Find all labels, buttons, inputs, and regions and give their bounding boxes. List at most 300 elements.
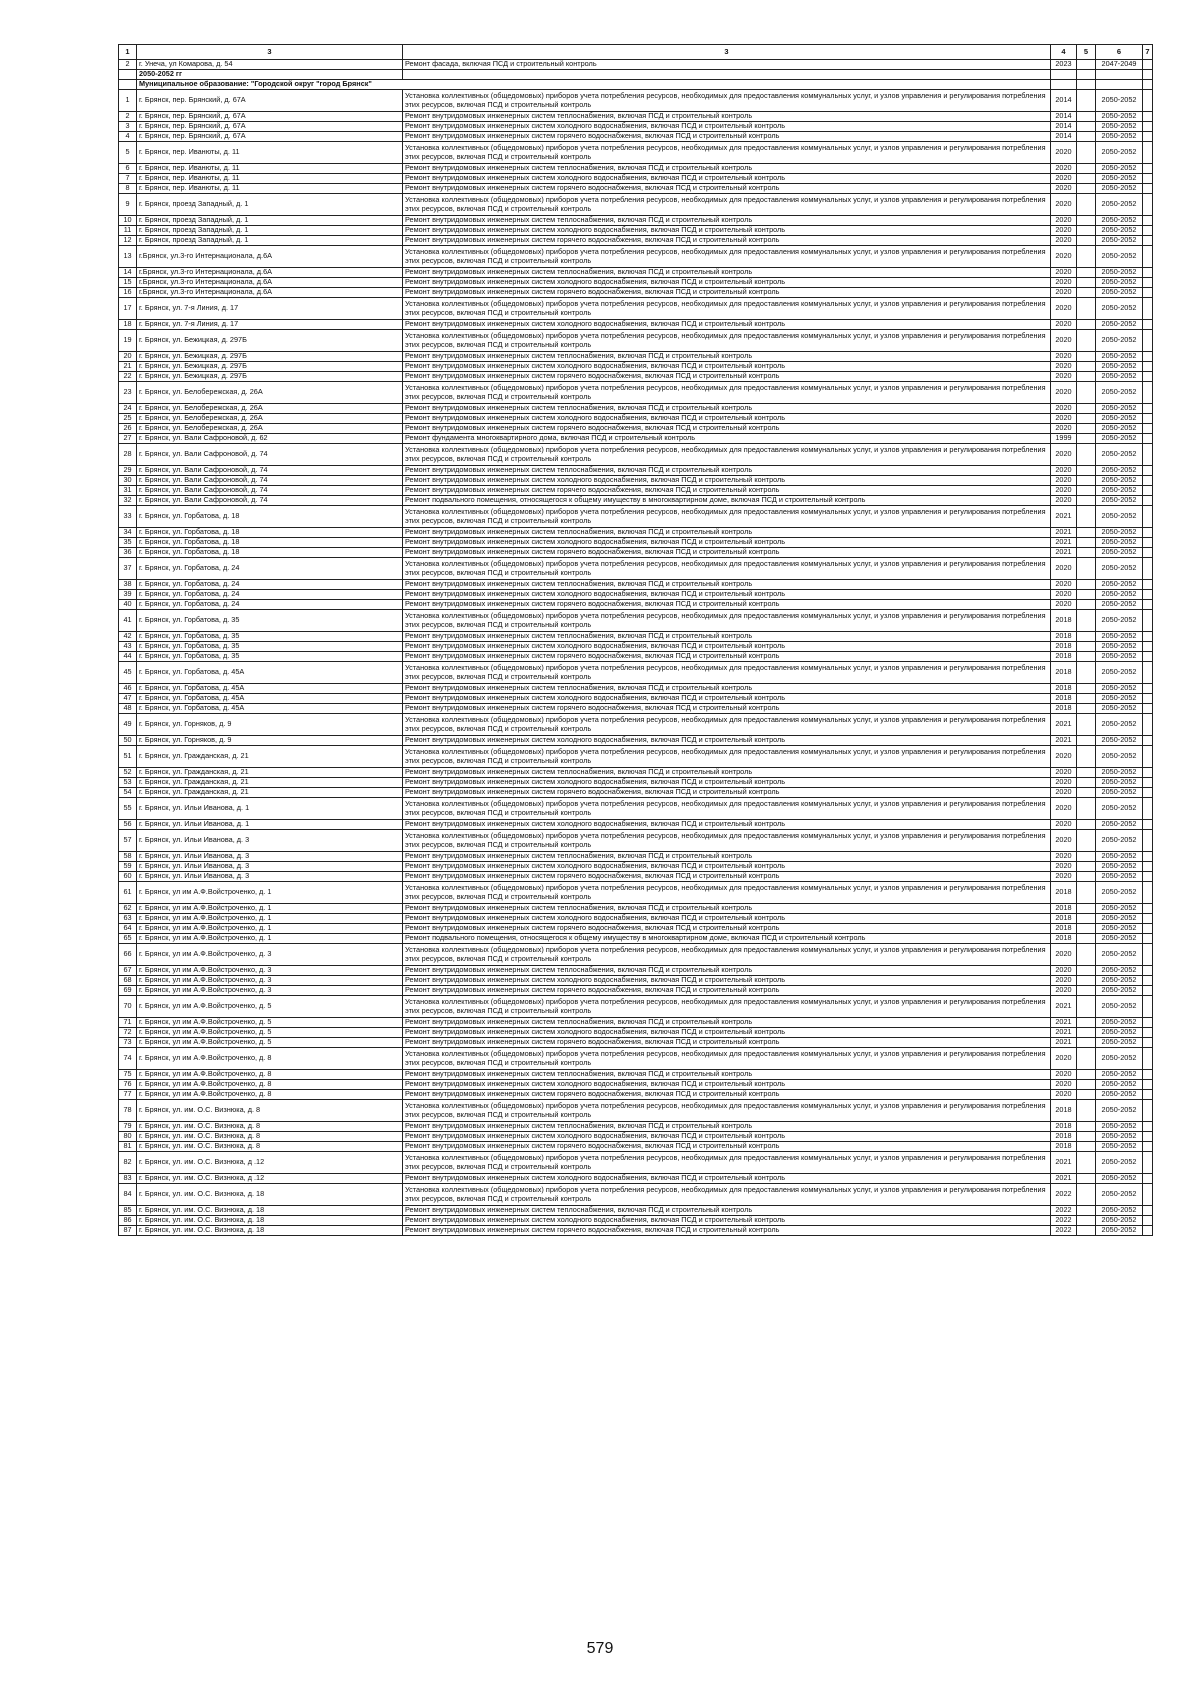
row-number: 41 (119, 610, 137, 632)
row-col5 (1077, 996, 1096, 1018)
row-col7 (1143, 90, 1153, 112)
row-work-type: Ремонт внутридомовых инженерных систем теплоснабжения, включая ПСД и строительный контроль (403, 904, 1051, 914)
row-number: 76 (119, 1080, 137, 1090)
row-period: 2050-2052 (1096, 820, 1143, 830)
row-work-type: Ремонт подвального помещения, относящегося к общему имуществу в многоквартирном доме, включая ПСД и строительный контроль (403, 496, 1051, 506)
row-col5 (1077, 986, 1096, 996)
row-year: 2014 (1051, 132, 1077, 142)
row-work-type: Ремонт внутридомовых инженерных систем горячего водоснабжения, включая ПСД и строительный контроль (403, 704, 1051, 714)
row-col7 (1143, 662, 1153, 684)
row-number: 47 (119, 694, 137, 704)
row-year: 2020 (1051, 226, 1077, 236)
table-row (119, 528, 1153, 538)
row-col7 (1143, 330, 1153, 352)
row-number: 62 (119, 904, 137, 914)
row-period: 2050-2052 (1096, 372, 1143, 382)
row-year: 2020 (1051, 778, 1077, 788)
row-col7 (1143, 1070, 1153, 1080)
row-address: г. Брянск, ул им А.Ф.Войстроченко, д. 1 (137, 924, 403, 934)
row-col7 (1143, 362, 1153, 372)
row-period: 2050-2052 (1096, 288, 1143, 298)
row-number: 65 (119, 934, 137, 944)
row-year: 2018 (1051, 924, 1077, 934)
row-col5 (1077, 830, 1096, 852)
row-col5 (1077, 872, 1096, 882)
row-year: 2020 (1051, 352, 1077, 362)
row-year: 2020 (1051, 1048, 1077, 1070)
row-col5 (1077, 506, 1096, 528)
row-number: 4 (119, 132, 137, 142)
row-period: 2050-2052 (1096, 1090, 1143, 1100)
row-col5 (1077, 90, 1096, 112)
row-col5 (1077, 862, 1096, 872)
header-col-1: 1 (119, 45, 137, 60)
table-row (119, 1100, 1153, 1122)
row-number: 31 (119, 486, 137, 496)
row-col5 (1077, 1184, 1096, 1206)
row-work-type: Ремонт внутридомовых инженерных систем горячего водоснабжения, включая ПСД и строительный контроль (403, 236, 1051, 246)
row-address: г. Брянск, пер. Иванюты, д. 11 (137, 174, 403, 184)
row-col7 (1143, 122, 1153, 132)
row-number: 29 (119, 466, 137, 476)
table-row (119, 1174, 1153, 1184)
table-row (119, 164, 1153, 174)
row-period: 2050-2052 (1096, 226, 1143, 236)
row-work-type: Ремонт внутридомовых инженерных систем теплоснабжения, включая ПСД и строительный контроль (403, 852, 1051, 862)
row-work-type: Ремонт внутридомовых инженерных систем горячего водоснабжения, включая ПСД и строительный контроль (403, 1226, 1051, 1236)
row-year: 2018 (1051, 694, 1077, 704)
row-work-type: Ремонт внутридомовых инженерных систем горячего водоснабжения, включая ПСД и строительный контроль (403, 1142, 1051, 1152)
row-address: г. Брянск, ул. Горбатова, д. 45А (137, 684, 403, 694)
row-col7 (1143, 444, 1153, 466)
row-year: 2018 (1051, 1122, 1077, 1132)
row-col7 (1143, 986, 1153, 996)
row-year: 2021 (1051, 1018, 1077, 1028)
table-row (119, 1206, 1153, 1216)
row-address: г. Брянск, ул. Вали Сафроновой, д. 62 (137, 434, 403, 444)
row-period: 2050-2052 (1096, 246, 1143, 268)
row-address: г. Брянск, ул. Горбатова, д. 35 (137, 642, 403, 652)
row-period: 2050-2052 (1096, 362, 1143, 372)
row-number: 84 (119, 1184, 137, 1206)
row-col7 (1143, 60, 1153, 70)
row-number: 15 (119, 278, 137, 288)
row-address: г. Брянск, ул им А.Ф.Войстроченко, д. 3 (137, 966, 403, 976)
table-row (119, 476, 1153, 486)
row-col5 (1077, 414, 1096, 424)
row-address: г. Брянск, пер. Брянский, д. 67А (137, 112, 403, 122)
row-period: 2050-2052 (1096, 580, 1143, 590)
table-row (119, 662, 1153, 684)
row-year: 2020 (1051, 986, 1077, 996)
table-row (119, 642, 1153, 652)
header-col-6: 6 (1096, 45, 1143, 60)
table-row (119, 1184, 1153, 1206)
row-number: 75 (119, 1070, 137, 1080)
row-address: г. Брянск, ул. Гражданская, д. 21 (137, 768, 403, 778)
row-number: 9 (119, 194, 137, 216)
row-period: 2050-2052 (1096, 1174, 1143, 1184)
row-number: 11 (119, 226, 137, 236)
row-year: 2018 (1051, 652, 1077, 662)
row-work-type: Ремонт внутридомовых инженерных систем горячего водоснабжения, включая ПСД и строительный контроль (403, 372, 1051, 382)
row-col5 (1077, 548, 1096, 558)
row-year: 2018 (1051, 882, 1077, 904)
row-period: 2050-2052 (1096, 278, 1143, 288)
row-period: 2050-2052 (1096, 986, 1143, 996)
row-year: 2020 (1051, 558, 1077, 580)
row-work-type: Установка коллективных (общедомовых) приборов учета потребления ресурсов, необходимых для предоставления коммунальных услуг, и узлов управления и регулирования потребления этих ресурсов, включая ПСД и строительный контроль (403, 382, 1051, 404)
row-year: 2020 (1051, 372, 1077, 382)
row-address: г. Брянск, ул. Ильи Иванова, д. 1 (137, 798, 403, 820)
row-address: г. Брянск, ул. им. О.С. Визнюка, д. 8 (137, 1132, 403, 1142)
table-row (119, 580, 1153, 590)
row-number: 54 (119, 788, 137, 798)
row-year: 2021 (1051, 548, 1077, 558)
row-col5 (1077, 1132, 1096, 1142)
row-number: 83 (119, 1174, 137, 1184)
row-work-type: Ремонт внутридомовых инженерных систем холодного водоснабжения, включая ПСД и строительный контроль (403, 1216, 1051, 1226)
row-address: г. Брянск, ул. им. О.С. Визнюка, д. 8 (137, 1122, 403, 1132)
row-address: г. Брянск, проезд Западный, д. 1 (137, 194, 403, 216)
row-col5 (1077, 226, 1096, 236)
row-period: 2050-2052 (1096, 1080, 1143, 1090)
row-number: 28 (119, 444, 137, 466)
row-work-type: Ремонт фундамента многоквартирного дома, включая ПСД и строительный контроль (403, 434, 1051, 444)
row-number: 7 (119, 174, 137, 184)
row-col5 (1077, 788, 1096, 798)
row-year: 2020 (1051, 184, 1077, 194)
row-year: 2020 (1051, 496, 1077, 506)
row-address: г. Брянск, ул. Горбатова, д. 35 (137, 652, 403, 662)
row-work-type: Ремонт внутридомовых инженерных систем теплоснабжения, включая ПСД и строительный контроль (403, 268, 1051, 278)
row-year: 2020 (1051, 194, 1077, 216)
row-col5 (1077, 1018, 1096, 1028)
row-period: 2050-2052 (1096, 184, 1143, 194)
row-col5 (1077, 934, 1096, 944)
row-work-type: Установка коллективных (общедомовых) приборов учета потребления ресурсов, необходимых для предоставления коммунальных услуг, и узлов управления и регулирования потребления этих ресурсов, включая ПСД и строительный контроль (403, 1048, 1051, 1070)
row-year: 2020 (1051, 236, 1077, 246)
row-col7 (1143, 768, 1153, 778)
row-work-type: Ремонт внутридомовых инженерных систем теплоснабжения, включая ПСД и строительный контроль (403, 632, 1051, 642)
row-work-type: Установка коллективных (общедомовых) приборов учета потребления ресурсов, необходимых для предоставления коммунальных услуг, и узлов управления и регулирования потребления этих ресурсов, включая ПСД и строительный контроль (403, 746, 1051, 768)
row-period: 2050-2052 (1096, 414, 1143, 424)
row-period: 2050-2052 (1096, 1216, 1143, 1226)
row-work-type: Ремонт внутридомовых инженерных систем горячего водоснабжения, включая ПСД и строительный контроль (403, 548, 1051, 558)
row-period: 2050-2052 (1096, 424, 1143, 434)
table-row (119, 1018, 1153, 1028)
table-row (119, 996, 1153, 1018)
row-col7 (1143, 1132, 1153, 1142)
row-col5 (1077, 278, 1096, 288)
row-col7 (1143, 164, 1153, 174)
table-row (119, 496, 1153, 506)
row-col7 (1143, 538, 1153, 548)
row-period: 2050-2052 (1096, 1028, 1143, 1038)
table-row (119, 976, 1153, 986)
row-col5 (1077, 466, 1096, 476)
row-work-type: Ремонт внутридомовых инженерных систем холодного водоснабжения, включая ПСД и строительный контроль (403, 122, 1051, 132)
row-year: 2020 (1051, 298, 1077, 320)
row-number: 16 (119, 288, 137, 298)
row-address: г. Брянск, ул им А.Ф.Войстроченко, д. 8 (137, 1080, 403, 1090)
row-col5 (1077, 1048, 1096, 1070)
row-col5 (1077, 694, 1096, 704)
table-row (119, 184, 1153, 194)
row-col5 (1077, 1122, 1096, 1132)
row-col5 (1077, 112, 1096, 122)
row-work-type: Установка коллективных (общедомовых) приборов учета потребления ресурсов, необходимых для предоставления коммунальных услуг, и узлов управления и регулирования потребления этих ресурсов, включая ПСД и строительный контроль (403, 798, 1051, 820)
row-year: 2020 (1051, 820, 1077, 830)
row-address: г. Брянск, ул. Ильи Иванова, д. 3 (137, 862, 403, 872)
section-municipality-row (119, 80, 1153, 90)
table-row (119, 174, 1153, 184)
row-col7 (1143, 882, 1153, 904)
row-period: 2050-2052 (1096, 112, 1143, 122)
row-work-type: Ремонт внутридомовых инженерных систем холодного водоснабжения, включая ПСД и строительный контроль (403, 778, 1051, 788)
row-address: г. Брянск, пер. Иванюты, д. 11 (137, 184, 403, 194)
row-year: 2021 (1051, 996, 1077, 1018)
row-number: 87 (119, 1226, 137, 1236)
row-address: г. Брянск, ул. им. О.С. Визнюка, д. 8 (137, 1100, 403, 1122)
row-number: 14 (119, 268, 137, 278)
row-year: 2020 (1051, 174, 1077, 184)
row-col7 (1143, 1152, 1153, 1174)
row-address: г. Брянск, проезд Западный, д. 1 (137, 226, 403, 236)
table-row (119, 320, 1153, 330)
row-year: 2020 (1051, 1080, 1077, 1090)
row-number: 33 (119, 506, 137, 528)
row-year: 2020 (1051, 216, 1077, 226)
row-period: 2050-2052 (1096, 914, 1143, 924)
table-row (119, 122, 1153, 132)
row-number: 59 (119, 862, 137, 872)
row-address: г. Брянск, ул. Горняков, д. 9 (137, 736, 403, 746)
row-year: 2020 (1051, 476, 1077, 486)
row-period: 2050-2052 (1096, 466, 1143, 476)
row-col5 (1077, 1080, 1096, 1090)
table-row (119, 600, 1153, 610)
row-col5 (1077, 298, 1096, 320)
row-year: 1999 (1051, 434, 1077, 444)
row-work-type: Ремонт внутридомовых инженерных систем теплоснабжения, включая ПСД и строительный контроль (403, 404, 1051, 414)
row-period: 2050-2052 (1096, 904, 1143, 914)
row-address: г. Брянск, ул им А.Ф.Войстроченко, д. 5 (137, 1018, 403, 1028)
row-address: г. Брянск, ул им А.Ф.Войстроченко, д. 3 (137, 986, 403, 996)
table-row (119, 714, 1153, 736)
row-year: 2021 (1051, 528, 1077, 538)
table-row (119, 382, 1153, 404)
table-row (119, 236, 1153, 246)
table-row (119, 352, 1153, 362)
row-number: 67 (119, 966, 137, 976)
row-col7 (1143, 934, 1153, 944)
row-number: 79 (119, 1122, 137, 1132)
row-col5 (1077, 60, 1096, 70)
row-period: 2050-2052 (1096, 486, 1143, 496)
row-work-type: Ремонт внутридомовых инженерных систем горячего водоснабжения, включая ПСД и строительный контроль (403, 600, 1051, 610)
row-address: г. Брянск, ул. Бежицкая, д. 297Б (137, 372, 403, 382)
row-col5 (1077, 434, 1096, 444)
row-number: 13 (119, 246, 137, 268)
row-year: 2020 (1051, 1070, 1077, 1080)
row-period: 2050-2052 (1096, 528, 1143, 538)
row-year: 2018 (1051, 1142, 1077, 1152)
row-year: 2018 (1051, 610, 1077, 632)
row-col7 (1143, 820, 1153, 830)
row-year: 2020 (1051, 320, 1077, 330)
row-number: 18 (119, 320, 137, 330)
row-address: г. Брянск, ул им А.Ф.Войстроченко, д. 1 (137, 882, 403, 904)
row-col5 (1077, 590, 1096, 600)
row-number: 80 (119, 1132, 137, 1142)
row-number: 2 (119, 112, 137, 122)
row-period: 2050-2052 (1096, 298, 1143, 320)
table-row (119, 704, 1153, 714)
table-row (119, 268, 1153, 278)
row-address: г. Брянск, ул. 7-я Линия, д. 17 (137, 298, 403, 320)
row-number: 27 (119, 434, 137, 444)
row-col7 (1143, 872, 1153, 882)
row-period: 2050-2052 (1096, 632, 1143, 642)
row-col7 (1143, 434, 1153, 444)
row-number: 56 (119, 820, 137, 830)
row-period: 2050-2052 (1096, 1018, 1143, 1028)
row-number: 60 (119, 872, 137, 882)
row-period: 2050-2052 (1096, 194, 1143, 216)
row-col5 (1077, 382, 1096, 404)
row-work-type: Ремонт внутридомовых инженерных систем холодного водоснабжения, включая ПСД и строительный контроль (403, 642, 1051, 652)
row-col7 (1143, 1226, 1153, 1236)
row-work-type: Ремонт внутридомовых инженерных систем теплоснабжения, включая ПСД и строительный контроль (403, 684, 1051, 694)
row-col7 (1143, 580, 1153, 590)
row-year: 2018 (1051, 684, 1077, 694)
row-col5 (1077, 976, 1096, 986)
row-col7 (1143, 1018, 1153, 1028)
table-row (119, 934, 1153, 944)
row-work-type: Ремонт внутридомовых инженерных систем горячего водоснабжения, включая ПСД и строительный контроль (403, 424, 1051, 434)
row-col7 (1143, 904, 1153, 914)
row-col5 (1077, 142, 1096, 164)
table-row (119, 226, 1153, 236)
row-year: 2022 (1051, 1206, 1077, 1216)
row-number: 43 (119, 642, 137, 652)
row-period: 2050-2052 (1096, 788, 1143, 798)
row-number: 78 (119, 1100, 137, 1122)
row-col5 (1077, 486, 1096, 496)
row-number: 74 (119, 1048, 137, 1070)
row-period: 2050-2052 (1096, 652, 1143, 662)
row-period: 2050-2052 (1096, 924, 1143, 934)
row-address: г. Брянск, ул. Горбатова, д. 45А (137, 694, 403, 704)
table-row (119, 590, 1153, 600)
row-period: 2050-2052 (1096, 798, 1143, 820)
row-col7 (1143, 1090, 1153, 1100)
row-address: г. Брянск, ул. Бежицкая, д. 297Б (137, 330, 403, 352)
row-period: 2050-2052 (1096, 704, 1143, 714)
row-address: г. Брянск, ул. Вали Сафроновой, д. 74 (137, 444, 403, 466)
row-period: 2050-2052 (1096, 506, 1143, 528)
table-row (119, 404, 1153, 414)
table-row (119, 434, 1153, 444)
header-col-5: 5 (1077, 45, 1096, 60)
row-period: 2050-2052 (1096, 590, 1143, 600)
row-col5 (1077, 798, 1096, 820)
row-col7 (1143, 862, 1153, 872)
row-address: г. Брянск, ул. им. О.С. Визнюка, д. 18 (137, 1184, 403, 1206)
row-col7 (1143, 852, 1153, 862)
row-work-type: Установка коллективных (общедомовых) приборов учета потребления ресурсов, необходимых для предоставления коммунальных услуг, и узлов управления и регулирования потребления этих ресурсов, включая ПСД и строительный контроль (403, 1100, 1051, 1122)
row-period: 2050-2052 (1096, 600, 1143, 610)
row-col5 (1077, 610, 1096, 632)
row-col7 (1143, 704, 1153, 714)
row-col7 (1143, 174, 1153, 184)
row-address: г. Брянск, ул. Горбатова, д. 18 (137, 528, 403, 538)
row-period: 2050-2052 (1096, 268, 1143, 278)
row-year: 2020 (1051, 382, 1077, 404)
table-row (119, 60, 1153, 70)
row-work-type: Ремонт внутридомовых инженерных систем холодного водоснабжения, включая ПСД и строительный контроль (403, 1080, 1051, 1090)
row-col5 (1077, 684, 1096, 694)
row-number: 1 (119, 90, 137, 112)
row-work-type: Установка коллективных (общедомовых) приборов учета потребления ресурсов, необходимых для предоставления коммунальных услуг, и узлов управления и регулирования потребления этих ресурсов, включая ПСД и строительный контроль (403, 1152, 1051, 1174)
table-row (119, 830, 1153, 852)
section-period-row (119, 70, 1153, 80)
row-work-type: Ремонт внутридомовых инженерных систем холодного водоснабжения, включая ПСД и строительный контроль (403, 1174, 1051, 1184)
section-municipality: Муниципальное образование: "Городской округ "город Брянск" (137, 80, 1051, 90)
row-year: 2018 (1051, 662, 1077, 684)
row-work-type: Установка коллективных (общедомовых) приборов учета потребления ресурсов, необходимых для предоставления коммунальных услуг, и узлов управления и регулирования потребления этих ресурсов, включая ПСД и строительный контроль (403, 714, 1051, 736)
row-work-type: Ремонт внутридомовых инженерных систем холодного водоснабжения, включая ПСД и строительный контроль (403, 1028, 1051, 1038)
row-work-type: Установка коллективных (общедомовых) приборов учета потребления ресурсов, необходимых для предоставления коммунальных услуг, и узлов управления и регулирования потребления этих ресурсов, включая ПСД и строительный контроль (403, 558, 1051, 580)
row-address: г.Брянск, ул.3-го Интернационала, д.6А (137, 246, 403, 268)
row-period: 2050-2052 (1096, 538, 1143, 548)
table-row (119, 424, 1153, 434)
table-row (119, 788, 1153, 798)
row-col7 (1143, 132, 1153, 142)
row-col7 (1143, 642, 1153, 652)
row-number: 42 (119, 632, 137, 642)
row-work-type: Ремонт внутридомовых инженерных систем холодного водоснабжения, включая ПСД и строительный контроль (403, 736, 1051, 746)
header-col-4: 4 (1051, 45, 1077, 60)
row-work-type: Установка коллективных (общедомовых) приборов учета потребления ресурсов, необходимых для предоставления коммунальных услуг, и узлов управления и регулирования потребления этих ресурсов, включая ПСД и строительный контроль (403, 944, 1051, 966)
table-row (119, 142, 1153, 164)
row-work-type: Ремонт внутридомовых инженерных систем холодного водоснабжения, включая ПСД и строительный контроль (403, 362, 1051, 372)
row-year: 2020 (1051, 424, 1077, 434)
row-number: 50 (119, 736, 137, 746)
table-row (119, 872, 1153, 882)
row-period: 2050-2052 (1096, 216, 1143, 226)
row-period: 2050-2052 (1096, 830, 1143, 852)
row-work-type: Ремонт внутридомовых инженерных систем холодного водоснабжения, включая ПСД и строительный контроль (403, 320, 1051, 330)
row-period: 2050-2052 (1096, 558, 1143, 580)
table-row (119, 746, 1153, 768)
row-number: 72 (119, 1028, 137, 1038)
row-work-type: Ремонт внутридомовых инженерных систем теплоснабжения, включая ПСД и строительный контроль (403, 466, 1051, 476)
table-row (119, 288, 1153, 298)
row-address: г. Брянск, ул им А.Ф.Войстроченко, д. 1 (137, 934, 403, 944)
row-year: 2022 (1051, 1184, 1077, 1206)
row-year: 2020 (1051, 142, 1077, 164)
row-col7 (1143, 414, 1153, 424)
row-year: 2018 (1051, 914, 1077, 924)
row-year: 2020 (1051, 600, 1077, 610)
row-work-type: Установка коллективных (общедомовых) приборов учета потребления ресурсов, необходимых для предоставления коммунальных услуг, и узлов управления и регулирования потребления этих ресурсов, включая ПСД и строительный контроль (403, 506, 1051, 528)
row-address: г. Брянск, ул. им. О.С. Визнюка, д. 18 (137, 1206, 403, 1216)
row-year: 2020 (1051, 746, 1077, 768)
row-col7 (1143, 288, 1153, 298)
row-year: 2018 (1051, 1100, 1077, 1122)
